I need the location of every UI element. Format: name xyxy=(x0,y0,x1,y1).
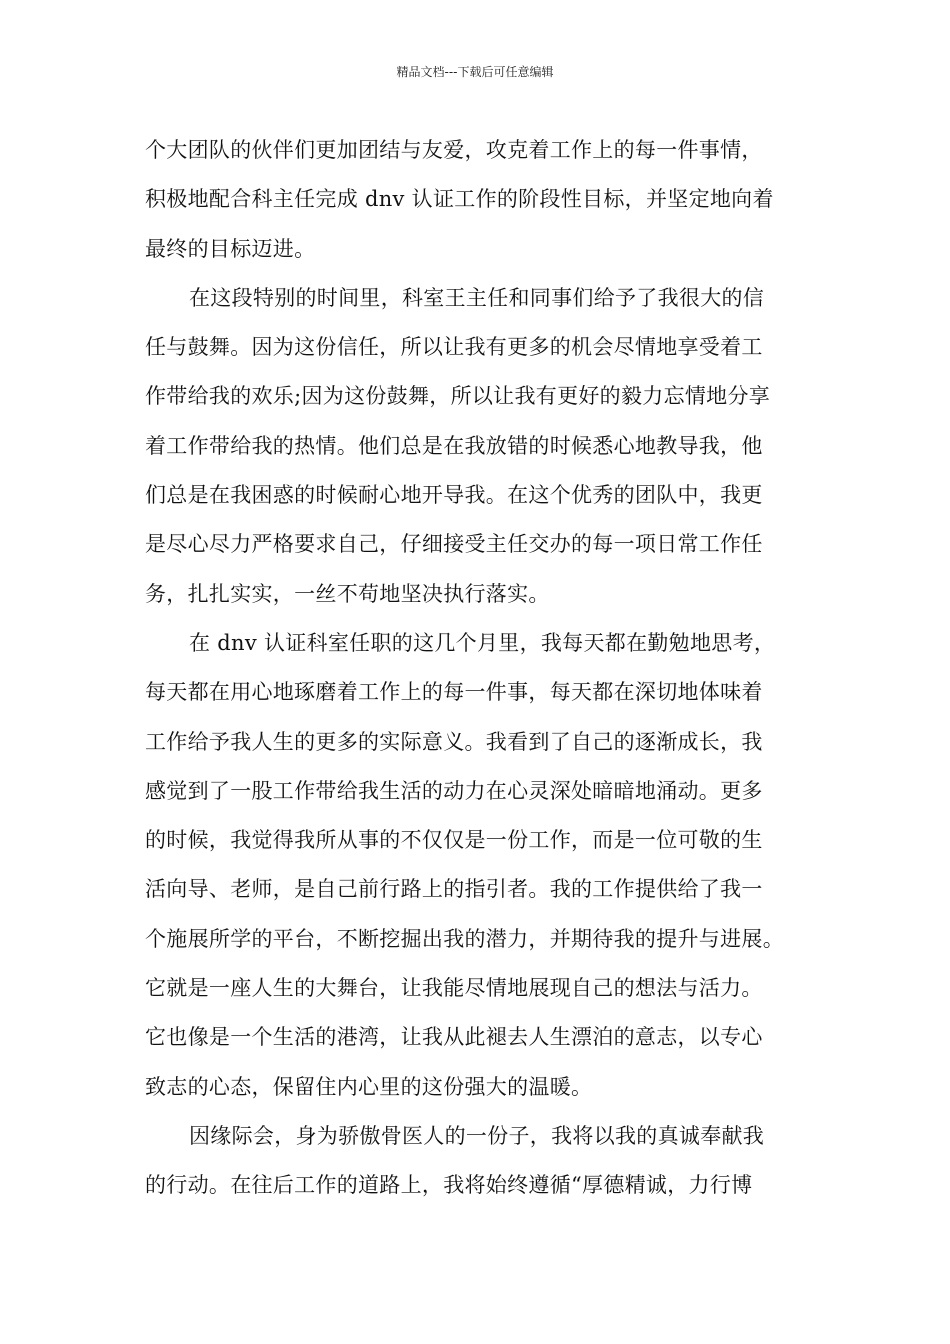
paragraph-first-line: 因缘际会，身为骄傲骨医人的一份子，我将以我的真诚奉献我 xyxy=(189,1123,765,1148)
text-line: 积极地配合科主任完成 dnv 认证工作的阶段性目标，并坚定地向着 xyxy=(145,187,774,212)
text-line: 它就是一座人生的大舞台，让我能尽情地展现自己的想法与活力。 xyxy=(145,976,763,1001)
text-line: 工作给予我人生的更多的实际意义。我看到了自己的逐渐成长，我 xyxy=(145,729,763,754)
text-line: 它也像是一个生活的港湾，让我从此褪去人生漂泊的意志，以专心 xyxy=(145,1025,763,1050)
text-line: 着工作带给我的热情。他们总是在我放错的时候悉心地教导我，他 xyxy=(145,433,763,458)
text-line: 致志的心态，保留住内心里的这份强大的温暖。 xyxy=(145,1074,593,1099)
paragraph-first-line: 在这段特别的时间里，科室王主任和同事们给予了我很大的信 xyxy=(189,285,765,310)
text-line: 任与鼓舞。因为这份信任，所以让我有更多的机会尽情地享受着工 xyxy=(145,335,763,360)
text-line: 活向导、老师，是自己前行路上的指引者。我的工作提供给了我一 xyxy=(145,877,763,902)
text-line: 是尽心尽力严格要求自己，仔细接受主任交办的每一项日常工作任 xyxy=(145,532,763,557)
body-text xyxy=(145,126,825,1211)
text-line: 个大团队的伙伴们更加团结与友爱，攻克着工作上的每一件事情， xyxy=(145,138,763,162)
text-line: 的行动。在往后工作的道路上，我将始终遵循“厚德精诚，力行博 xyxy=(145,1173,753,1198)
text-line: 务，扎扎实实，一丝不苟地坚决执行落实。 xyxy=(145,581,550,606)
page-header: 精品文档---下载后可任意编辑 xyxy=(396,65,554,79)
text-line: 感觉到了一股工作带给我生活的动力在心灵深处暗暗地涌动。更多 xyxy=(145,778,763,803)
text-line: 们总是在我困惑的时候耐心地开导我。在这个优秀的团队中，我更 xyxy=(145,483,763,508)
text-line: 个施展所学的平台，不断挖掘出我的潜力，并期待我的提升与进展。 xyxy=(145,926,784,951)
text-line: 作带给我的欢乐;因为这份鼓舞，所以让我有更好的毅力忘情地分享 xyxy=(145,384,771,409)
text-line: 的时候，我觉得我所从事的不仅仅是一份工作，而是一位可敬的生 xyxy=(145,828,763,853)
text-line: 最终的目标迈进。 xyxy=(145,236,316,261)
text-line: 每天都在用心地琢磨着工作上的每一件事，每天都在深切地体味着 xyxy=(145,680,763,705)
paragraph-first-line: 在 dnv 认证科室任职的这几个月里，我每天都在勤勉地思考， xyxy=(189,630,776,655)
